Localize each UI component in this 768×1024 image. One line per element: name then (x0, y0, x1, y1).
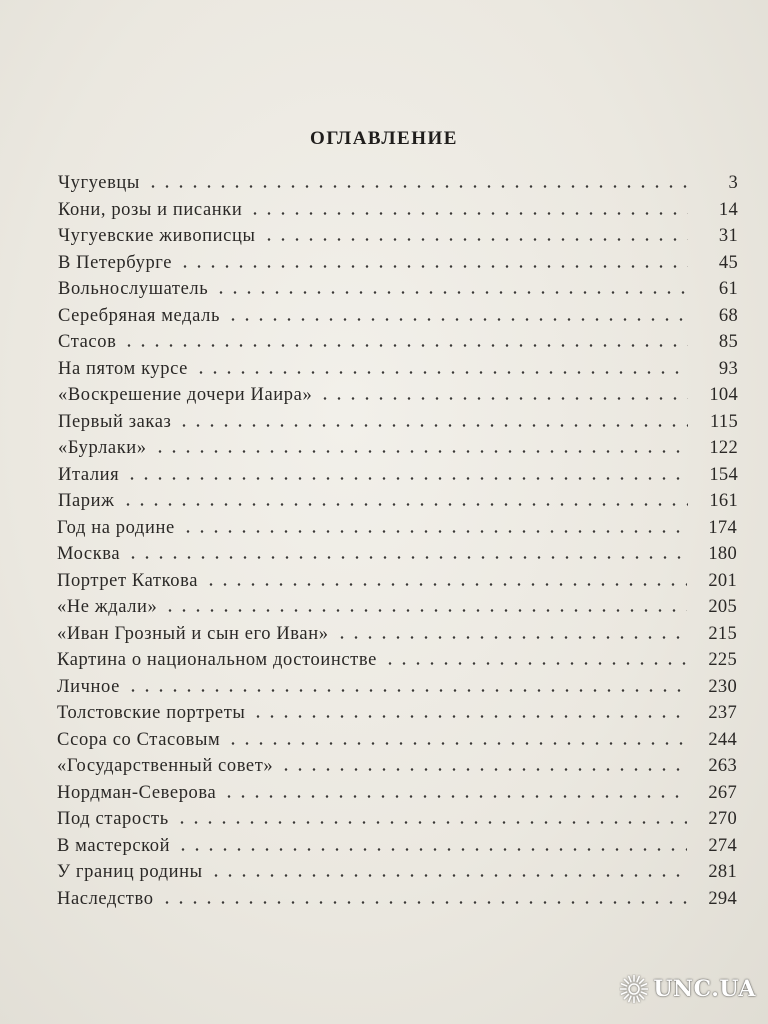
dot-leader (248, 205, 688, 215)
toc-page-number: 281 (708, 862, 737, 882)
toc-entry (57, 647, 737, 674)
toc-entry (58, 382, 738, 409)
toc-entry-title: Кони, розы и писанки (58, 199, 243, 220)
toc-page-number: 230 (708, 676, 737, 697)
dot-leader (126, 682, 687, 692)
toc-entry-title: «Воскрешение дочери Иаира» (58, 385, 313, 405)
toc-entry (57, 700, 737, 727)
toc-page-number: 93 (718, 358, 738, 379)
toc-page-number: 122 (709, 438, 738, 458)
dot-leader (125, 470, 688, 480)
toc-entry-title: У границ родины (57, 862, 203, 882)
dot-leader (226, 311, 688, 321)
toc-entry-title: Первый заказ (58, 411, 172, 432)
toc-page-number: 244 (708, 729, 737, 750)
toc-page-number: 267 (708, 782, 737, 803)
dot-leader (262, 231, 688, 241)
toc-entry-title: «Не ждали» (57, 597, 158, 617)
toc-page-number: 201 (708, 570, 737, 591)
toc-entry (57, 541, 737, 568)
toc-page-number: 115 (710, 411, 738, 432)
toc-entry (57, 621, 737, 648)
dot-leader (318, 390, 688, 400)
page-title: ОГЛАВЛЕНИЕ (310, 128, 458, 149)
dot-leader (176, 841, 687, 851)
toc-entry-title: В Петербурге (58, 252, 173, 273)
toc-entry-title: На пятом курсе (58, 358, 188, 379)
toc-page-number: 180 (708, 544, 737, 564)
toc-entry (57, 674, 737, 701)
dot-leader (204, 576, 687, 586)
toc-page-number: 237 (708, 703, 737, 723)
dot-leader (222, 788, 687, 798)
dot-leader (122, 337, 688, 347)
toc-page-number: 104 (709, 385, 738, 405)
dot-leader (194, 364, 688, 374)
toc-entry-title: Италия (58, 464, 120, 485)
dot-leader (146, 178, 688, 188)
toc-page-number: 68 (718, 305, 738, 326)
toc-entry (58, 488, 738, 515)
toc-page-number: 225 (708, 650, 737, 670)
dot-leader (126, 549, 687, 559)
toc-entry-title: Чугуевские живописцы (58, 226, 256, 246)
toc-entry-title: Под старость (57, 809, 169, 829)
dot-leader (121, 496, 688, 506)
toc-entry-title: Стасов (58, 332, 117, 352)
dot-leader (279, 761, 687, 771)
toc-entry (58, 276, 738, 303)
toc-page-number: 3 (728, 173, 738, 193)
toc-entry-title: Личное (57, 676, 120, 697)
toc-entry (58, 170, 738, 197)
toc-entry-title: Чугуевцы (58, 173, 140, 193)
toc-entry (57, 780, 737, 807)
dot-leader (177, 417, 688, 427)
watermark (619, 974, 756, 1004)
toc-entry-title: «Иван Грозный и сын его Иван» (57, 623, 329, 644)
toc-entry-title: Париж (58, 491, 115, 511)
toc-entry-title: Толстовские портреты (57, 703, 246, 723)
toc-entry-title: «Бурлаки» (58, 438, 147, 458)
toc-entry (58, 250, 738, 277)
toc-page-number: 274 (708, 835, 737, 856)
toc-page-number: 205 (708, 597, 737, 617)
dot-leader (209, 867, 687, 877)
toc-entry-title: Портрет Каткова (57, 570, 199, 591)
toc-page-number: 154 (709, 464, 738, 485)
toc-entry (57, 859, 737, 886)
toc-entry (57, 568, 737, 595)
toc-entry-title: В мастерской (57, 835, 171, 856)
toc-page-number: 61 (718, 279, 738, 299)
toc-entry (58, 462, 738, 489)
toc-entry-title: «Государственный совет» (57, 756, 274, 776)
toc-entry (58, 409, 738, 436)
toc-entry (57, 886, 737, 913)
sunburst-logo-icon (619, 974, 649, 1004)
toc-entry (57, 753, 737, 780)
toc-page-number: 45 (718, 252, 738, 273)
dot-leader (226, 735, 687, 745)
dot-leader (175, 814, 687, 824)
toc-entry (58, 223, 738, 250)
toc-entry-title: Картина о национальном достоинстве (57, 650, 377, 670)
dot-leader (335, 629, 687, 639)
table-of-contents (58, 170, 738, 912)
toc-page-number: 174 (708, 517, 737, 538)
dot-leader (251, 708, 687, 718)
toc-entry (57, 727, 737, 754)
toc-entry (58, 356, 738, 383)
toc-entry-title: Москва (57, 544, 121, 564)
toc-page-number: 85 (718, 332, 738, 352)
toc-entry-title: Вольнослушатель (58, 279, 209, 299)
toc-entry (57, 806, 737, 833)
toc-page-number: 270 (708, 809, 737, 829)
dot-leader (178, 258, 688, 268)
toc-entry-title: Год на родине (57, 517, 175, 538)
toc-page-number: 294 (708, 888, 737, 909)
toc-entry-title: Ссора со Стасовым (57, 729, 221, 750)
toc-page-number: 31 (718, 226, 738, 246)
toc-entry-title: Нордман-Северова (57, 782, 217, 803)
toc-page-number: 263 (708, 756, 737, 776)
dot-leader (160, 894, 687, 904)
dot-leader (214, 284, 688, 294)
toc-entry (58, 435, 738, 462)
toc-page-number: 161 (709, 491, 738, 511)
toc-page-number: 14 (718, 199, 738, 220)
dot-leader (181, 523, 687, 533)
watermark-text: UNC.UA (653, 976, 756, 1002)
toc-entry-title: Наследство (57, 888, 154, 909)
toc-entry (58, 197, 738, 224)
toc-page-number: 215 (708, 623, 737, 644)
toc-entry (57, 594, 737, 621)
dot-leader (163, 602, 687, 612)
dot-leader (383, 655, 687, 665)
toc-entry (58, 329, 738, 356)
toc-entry (57, 515, 737, 542)
toc-entry (58, 303, 738, 330)
toc-entry-title: Серебряная медаль (58, 305, 220, 326)
toc-entry (57, 833, 737, 860)
dot-leader (153, 443, 688, 453)
